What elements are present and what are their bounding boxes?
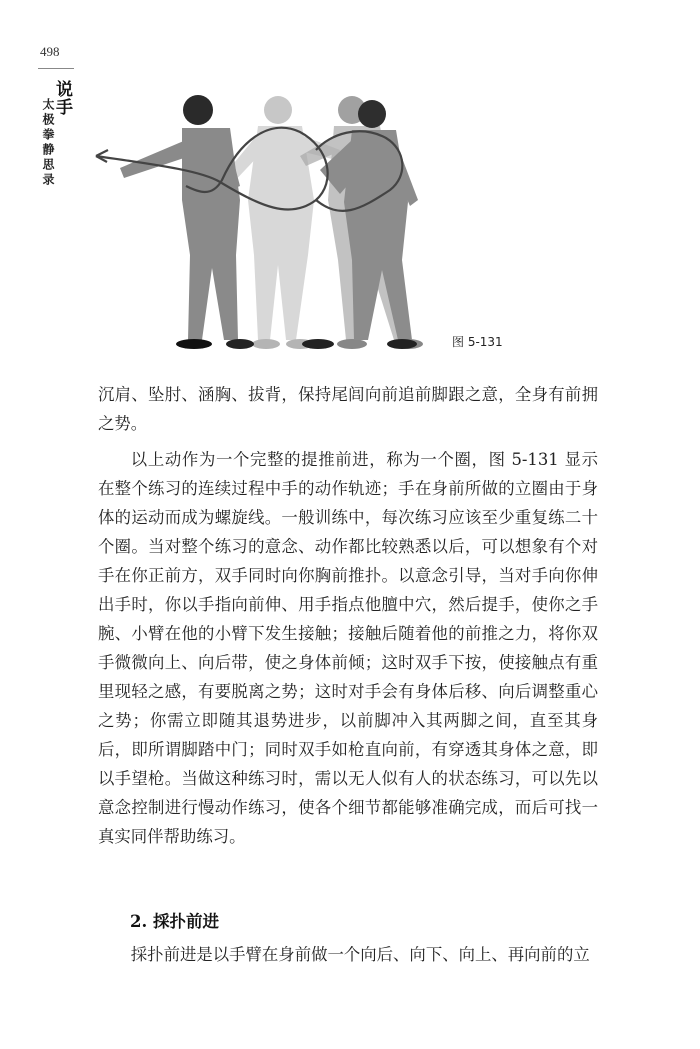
figure-right-solid [302,100,418,349]
main-paragraph: 以上动作为一个完整的提推前进，称为一个圈，图 5-131 显示在整个练习的连续过程中手的动作轨迹；手在身前所做的立圈由于身体的运动而成为螺旋线。一般训练中，每次练习应该至少重复练二十个圈。当对整个练习的意念、动作都比较熟悉以后，可以想象有个对手在你正前方，双手同时向你胸前推扑。以意念引导，当对手向你伸出手时，你以手指向前伸、用手指点他膻中穴，然后提手，使你之手腕、小臂在他的小臂下发生接触；接触后随着他的前推之力，将你双手微微向上、向后带，使之身体前倾；这时双手下按，使接触点有重里现轻之感，有要脱离之势；这时对手会有身体后移、向后调整重心之势；你需立即随其退势进步，以前脚冲入其两脚之间，直至其身后，即所谓脚踏中门；同时双手如枪直向前，有穿透其身体之意，即以手望枪。当做这种练习时，需以无人似有人的状态练习，可以先以意念控制进行慢动作练习，使各个细节都能够准确完成，而后可找一真实同伴帮助练习。 [98,450,598,846]
figure-left-solid [120,95,254,349]
running-head [40,80,84,190]
taiji-sequence-illustration [90,90,450,360]
section-body [98,940,598,969]
figure-photo [90,90,450,360]
body-main [98,445,598,851]
header-rule [38,68,74,69]
running-head-subtitle: 太极拳静思录 [41,98,55,188]
page-number: 498 [40,44,60,59]
body-continuation [98,380,598,438]
continuation-paragraph: 沉肩、坠肘、涵胸、拔背，保持尾闾向前追前脚跟之意，全身有前拥之势。 [98,385,598,433]
figure-caption: 图 5-131 [452,335,503,349]
section-heading: 2. 採扑前进 [130,912,219,931]
section-paragraph: 採扑前进是以手臂在身前做一个向后、向下、向上、再向前的立 [130,945,590,964]
running-head-title: 说手 [52,80,72,116]
